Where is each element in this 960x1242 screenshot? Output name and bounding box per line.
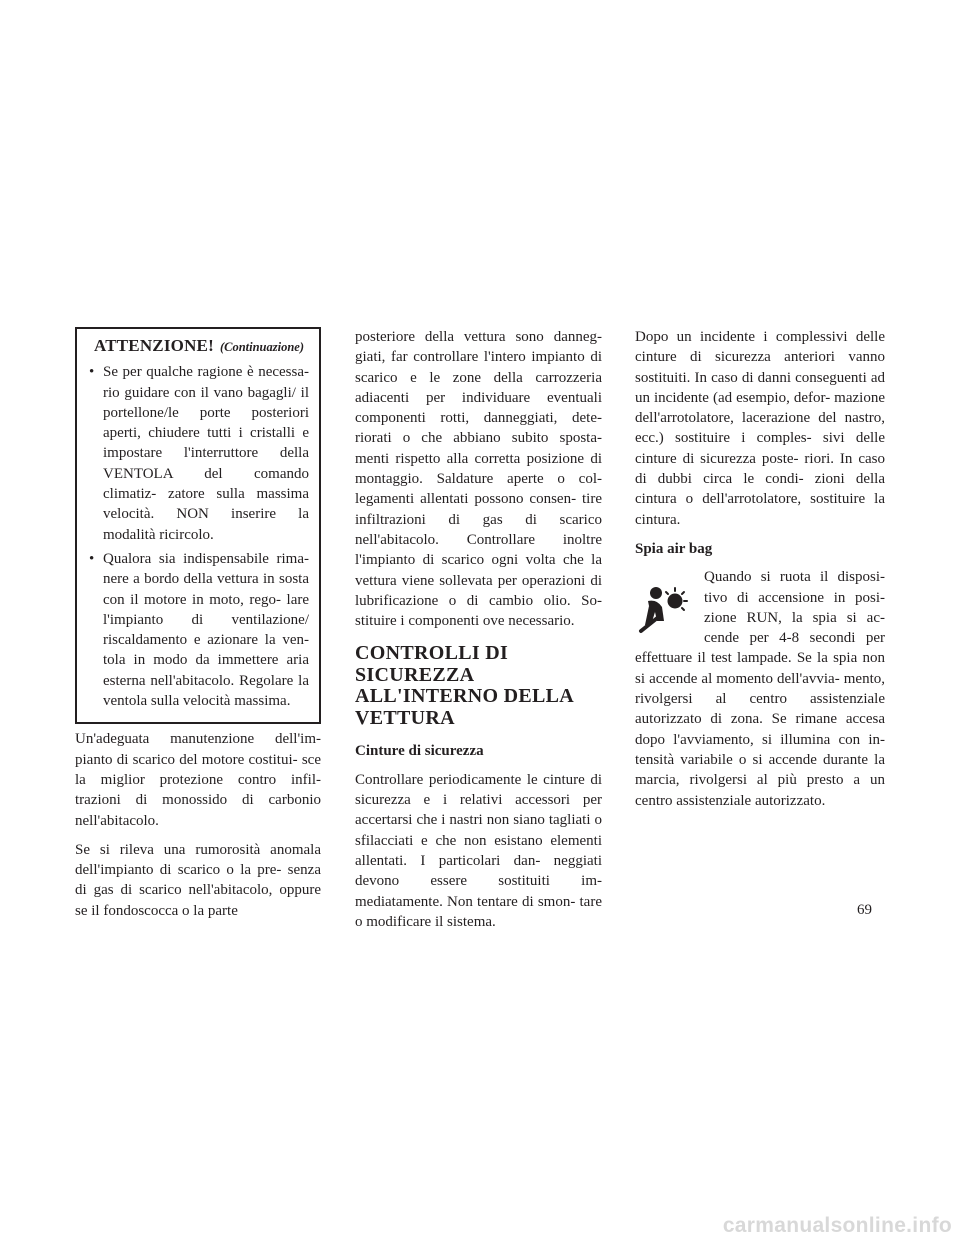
paragraph: Se si rileva una rumorosità anomala dell'impianto di scarico o la pre- senza di gas di scarico nell'abitacolo, oppure se il fondoscocca o la parte	[75, 841, 321, 919]
warning-header	[89, 336, 309, 357]
page-number: 69	[857, 902, 872, 918]
warning-title: ATTENZIONE!	[93, 336, 214, 355]
airbag-section	[635, 567, 885, 820]
column-right	[635, 327, 885, 820]
bullet-icon: •	[89, 550, 95, 567]
warning-continuation: (Continuazione)	[219, 340, 305, 354]
subheading: Spia air bag	[635, 540, 713, 557]
warning-item: • Qualora sia indispensabile rima- nere a bordo della vettura in sosta con il motore in moto, rego- lare l'impianto di ventilazione/ riscaldamento e azionare la ven- tola in modo da immettere aria esterna nell'abitacolo. Regolare la ventola sulla velocità massima.	[89, 550, 309, 710]
paragraph: Dopo un incidente i complessivi delle cinture di sicurezza anteriori vanno sostituiti. In caso di danni conseguenti ad un incidente (ad esempio, defor- mazione dell'arrotolatore, lacerazione del nastro, ecc.) sostituire i comples- sivi delle cinture di sicurezza poste- riori. In caso di dubbi circa le condi- zioni della cintura o dell'arrotolatore, sostituire la cintura.	[635, 329, 885, 528]
warning-list	[89, 362, 309, 711]
watermark: carmanualsonline.info	[722, 1214, 952, 1237]
paragraph: Controllare periodicamente le cinture di sicurezza e i relativi accessori per accertarsi che i nastri non siano tagliati o sfilacciati e che non esistano elementi allentati. I particolari dan- neggiati devono essere sostituiti im- mediatamente. Non tentare di smon- tare o modificare il sistema.	[355, 771, 602, 930]
column-left	[75, 327, 321, 930]
column-middle	[355, 327, 602, 941]
paragraph: Un'adeguata manutenzione dell'im- pianto di scarico del motore costitui- sce la miglior protezione contro infil- trazioni di monossido di carbonio nell'abitacolo.	[75, 731, 321, 829]
section-heading: CONTROLLI DI SICUREZZA ALL'INTERNO DELLA VETTURA	[355, 642, 573, 729]
paragraph: Quando si ruota il disposi- tivo di accensione in posi- zione RUN, la spia si ac- cende per 4-8 secondi per effettuare il test lampade. Se la spia non si accende al momento dell'avvia- mento, rivolgersi al centro assistenziale autorizzato di zona. Se rimane accesa dopo l'avviamento, si illumina con in- tensità variabile o si accende durante la marcia, rivolgersi al più presto a un centro assistenziale autorizzato.	[635, 569, 885, 809]
subheading: Cinture di sicurezza	[355, 743, 484, 760]
bullet-icon: •	[89, 364, 95, 381]
airbag-warning-icon	[635, 577, 695, 647]
warning-item: • Se per qualche ragione è necessa- rio guidare con il vano bagagli/ il portellone/le porte posteriori aperti, chiudere tutti i cristalli e impostare l'interruttore della VENTOLA del comando climatiz- zatore sulla massima velocità. NON inserire la modalità ricircolo.	[89, 364, 309, 543]
paragraph: posteriore della vettura sono danneg- giati, far controllare l'intero impianto di scarico e le zone della carrozzeria adiacenti per individuare eventuali componenti rotti, danneggiati, dete- riorati o che abbiano subito sposta- menti rispetto alla corretta posizione di montaggio. Saldature aperte o col- legamenti allentati possono consen- tire infiltrazioni di gas di scarico nell'abitacolo. Controllare inoltre l'impianto di scarico ogni volta che la vettura viene sollevata per operazioni di lubrificazione o di cambio olio. So- stituire i componenti ove necessario.	[355, 329, 602, 630]
warning-box	[75, 327, 321, 724]
